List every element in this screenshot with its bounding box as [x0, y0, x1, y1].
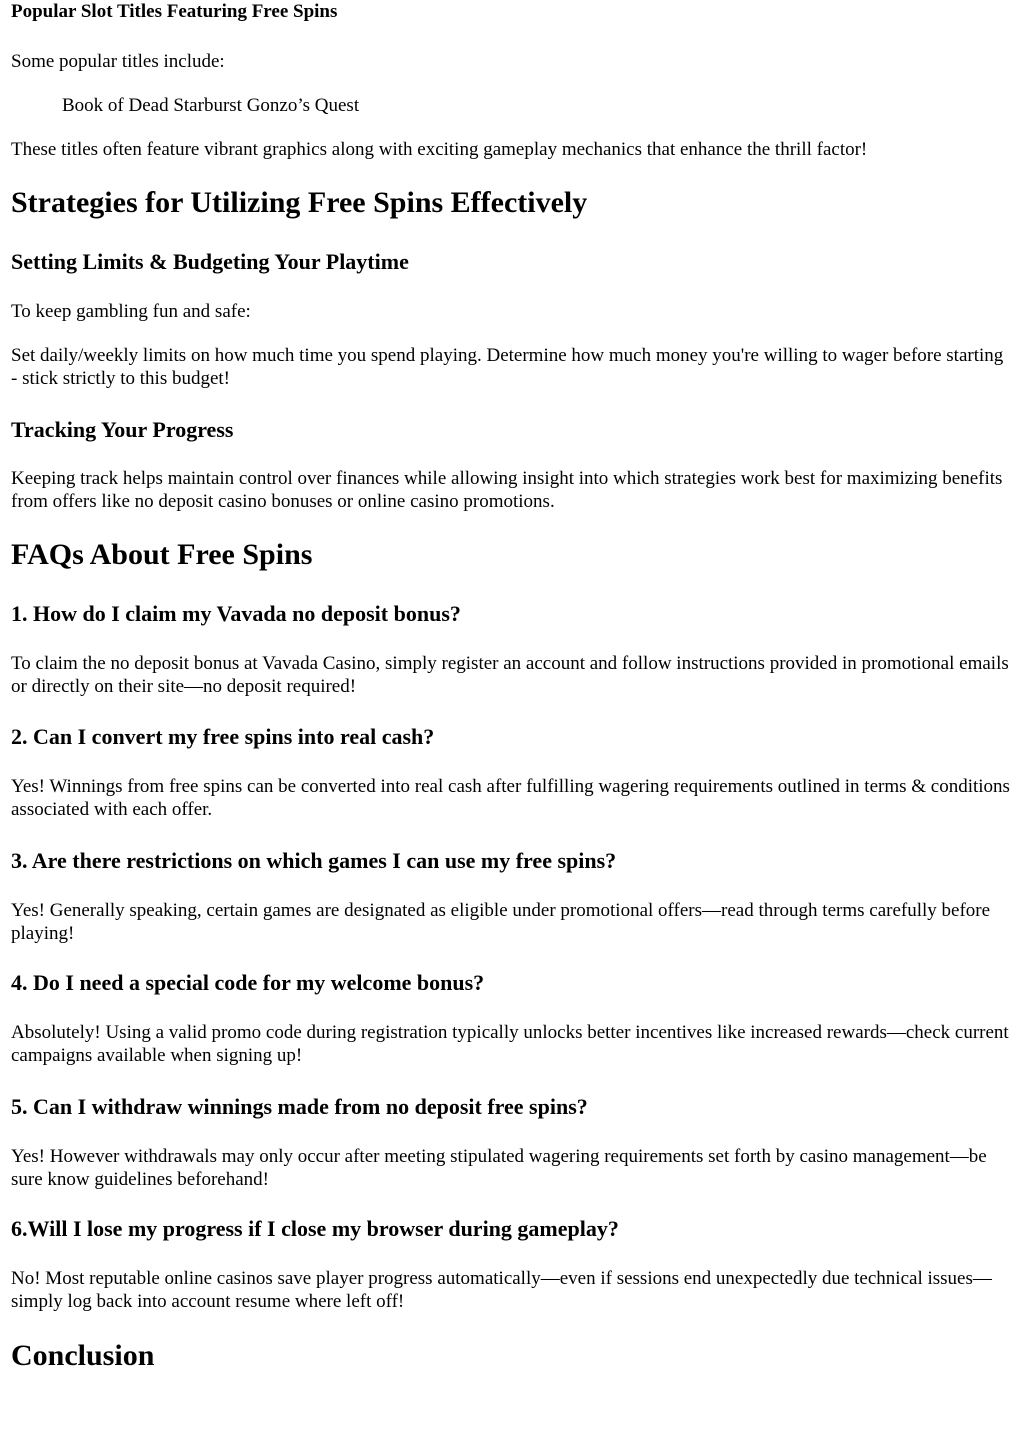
faq-answer: Yes! However withdrawals may only occur after meeting stipulated wagering requirements set forth by casino management—be sure know guidelines beforehand!	[11, 1146, 987, 1190]
limits-text: Set daily/weekly limits on how much time you spend playing. Determine how much money you're willing to wager before starting - stick strictly to this budget!	[11, 345, 1004, 389]
faq-question: 4. Do I need a special code for my welcome bonus?	[11, 970, 485, 995]
faqs-heading: FAQs About Free Spins	[11, 538, 313, 571]
conclusion-heading: Conclusion	[11, 1339, 155, 1372]
limits-intro: To keep gambling fun and safe:	[11, 301, 251, 322]
limits-heading: Setting Limits & Budgeting Your Playtime	[11, 249, 409, 274]
section-heading-popular-slots: Popular Slot Titles Featuring Free Spins	[11, 1, 338, 22]
faq-question: 1. How do I claim my Vavada no deposit bonus?	[11, 601, 461, 626]
faq-answer: No! Most reputable online casinos save player progress automatically—even if sessions end unexpectedly due technical issues—simply log back into account resume where left off!	[11, 1268, 992, 1312]
faq-question: 2. Can I convert my free spins into real cash?	[11, 724, 435, 749]
strategies-heading: Strategies for Utilizing Free Spins Effectively	[11, 186, 588, 219]
faq-answer: Yes! Winnings from free spins can be converted into real cash after fulfilling wagering requirements outlined in terms & conditions associated with each offer.	[11, 776, 1010, 820]
tracking-heading: Tracking Your Progress	[11, 417, 234, 442]
faq-answer: Yes! Generally speaking, certain games are designated as eligible under promotional offers—read through terms carefully before playing!	[11, 900, 991, 944]
popular-titles-note: These titles often feature vibrant graphics along with exciting gameplay mechanics that enhance the thrill factor!	[11, 139, 868, 160]
faq-question: 5. Can I withdraw winnings made from no deposit free spins?	[11, 1094, 588, 1119]
popular-titles-list: Book of Dead Starburst Gonzo’s Quest	[62, 95, 360, 116]
popular-titles-intro: Some popular titles include:	[11, 51, 225, 72]
faq-question: 6.Will I lose my progress if I close my browser during gameplay?	[11, 1216, 619, 1241]
tracking-text: Keeping track helps maintain control over finances while allowing insight into which strategies work best for maximizing benefits from offers like no deposit casino bonuses or online casino promotions.	[11, 468, 1003, 512]
faq-question: 3. Are there restrictions on which games I can use my free spins?	[11, 848, 617, 873]
faq-answer: To claim the no deposit bonus at Vavada Casino, simply register an account and follow instructions provided in promotional emails or directly on their site—no deposit required!	[11, 653, 1009, 697]
faq-answer: Absolutely! Using a valid promo code during registration typically unlocks better incentives like increased rewards—check current campaigns available when signing up!	[11, 1022, 1009, 1066]
